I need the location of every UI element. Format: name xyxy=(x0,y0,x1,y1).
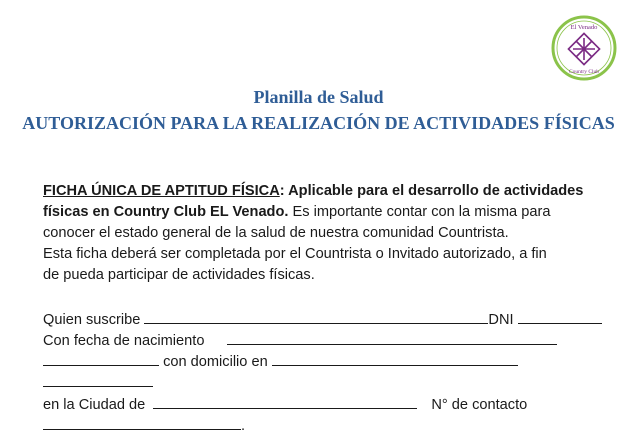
form-row-contacto xyxy=(43,416,623,434)
city-field[interactable] xyxy=(153,395,417,409)
name-field[interactable] xyxy=(144,310,488,324)
page-title: Planilla de Salud xyxy=(253,87,384,107)
club-logo xyxy=(551,15,617,81)
intro-bold-line2: físicas en Country Club EL Venado. xyxy=(43,204,289,220)
intro-line4: Esta ficha deberá ser completada por el Countrista o Invitado autorizado, a fin xyxy=(43,246,547,262)
address-field[interactable] xyxy=(272,352,518,366)
label-ciudad: en la Ciudad de xyxy=(43,397,146,413)
birthdate-field[interactable] xyxy=(227,331,557,345)
intro-line3: conocer el estado general de la salud de nuestra comunidad Countrista. xyxy=(43,225,509,241)
form-row-domicilio-cont xyxy=(43,373,623,391)
logo-top-text: El Venado xyxy=(570,24,598,31)
label-quien-suscribe: Quien suscribe xyxy=(43,312,141,328)
intro-heading: FICHA ÚNICA DE APTITUD FÍSICA xyxy=(43,183,280,199)
birthdate-field-continued[interactable] xyxy=(43,352,159,366)
form-row-suscribe xyxy=(43,310,623,328)
intro-normal-line2: Es importante contar con la misma para xyxy=(288,204,551,220)
form-row-ciudad xyxy=(43,395,623,413)
label-dni: DNI xyxy=(488,312,514,328)
end-period: . xyxy=(241,418,246,434)
label-domicilio: con domicilio en xyxy=(163,354,268,370)
intro-bold-line1: Aplicable para el desarrollo de actividades xyxy=(284,183,584,199)
address-field-continued[interactable] xyxy=(43,373,153,387)
intro-paragraph xyxy=(43,181,603,286)
logo-bottom-text: Country Club xyxy=(568,69,600,75)
intro-colon: : xyxy=(279,183,285,199)
form-row-domicilio xyxy=(43,352,623,370)
form-row-nacimiento xyxy=(43,331,623,349)
intro-line5: de pueda participar de actividades físicas. xyxy=(43,267,315,283)
dni-field[interactable] xyxy=(518,310,602,324)
contact-field[interactable] xyxy=(43,416,241,430)
label-contacto: N° de contacto xyxy=(431,397,528,413)
label-fecha-nacimiento: Con fecha de nacimiento xyxy=(43,333,205,349)
page-subtitle: AUTORIZACIÓN PARA LA REALIZACIÓN DE ACTIVIDADES FÍSICAS xyxy=(22,113,615,133)
